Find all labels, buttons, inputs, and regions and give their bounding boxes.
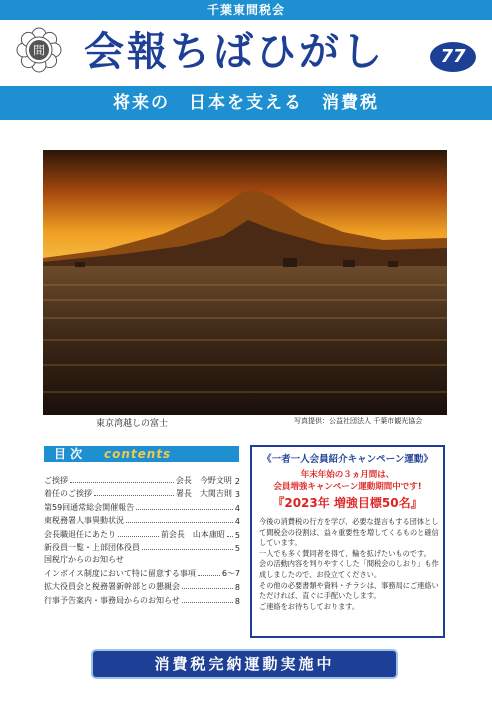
toc-heading-en: contents: [104, 447, 172, 461]
slogan: 将来の 日本を支える 消費税: [113, 93, 379, 113]
toc-row[interactable]: [44, 565, 240, 579]
org-name: 千葉東間税会: [206, 3, 285, 17]
campaign-paragraph: ご連絡をお待ちしております。: [259, 601, 360, 611]
campaign-subtitle: 年末年始の３ヵ月間は、: [300, 470, 395, 480]
toc-item-author: 会長 今野文明: [175, 475, 232, 485]
toc-item-author: 前会長 山本康昭: [160, 529, 225, 539]
toc-item-title: 国税庁からのお知らせ: [44, 555, 124, 564]
toc-heading-ja: 目 次: [54, 447, 83, 461]
toc-item-page: 8: [234, 583, 240, 592]
campaign-paragraph: その他の必要書類や資料・チラシは、事務局にご連絡いただければ、直ぐに手配いたします。: [259, 580, 439, 601]
toc-row[interactable]: [44, 499, 240, 513]
photo-caption: 東京湾越しの富士: [96, 419, 169, 429]
campaign-paragraph: 一人でも多く賛同者を得て、輪を拡げたいものです。: [259, 548, 431, 558]
toc-row[interactable]: [44, 472, 240, 486]
masthead-title: 会報ちばひがし: [84, 28, 385, 75]
toc-item-page: 4: [234, 503, 240, 513]
toc-row[interactable]: [44, 592, 240, 606]
cover-photo: [43, 150, 447, 415]
logo-icon: [16, 27, 62, 73]
logo-char: 間: [32, 43, 46, 58]
campaign-paragraph: 会の活動内容を判りやすくした「間税会のしおり」も作成しましたので、お役立てください。: [259, 559, 439, 579]
toc-item-page: 4: [234, 517, 240, 526]
toc-item-page: 2: [234, 476, 240, 486]
toc-item-title: 会長職退任にあたり: [44, 529, 116, 539]
toc-row[interactable]: [44, 526, 240, 540]
toc-item-title: ご挨拶: [44, 475, 68, 485]
toc-header: [44, 446, 239, 462]
campaign-box: [250, 445, 445, 638]
footer-banner: 消費税完納運動実施中: [93, 651, 396, 677]
toc-item-title: 東税務署人事異動状況: [44, 516, 124, 525]
campaign-title: 《一者一人会員紹介キャンペーン運動》: [262, 454, 433, 465]
toc-item-title: 着任のご挨拶: [44, 489, 92, 498]
toc-row[interactable]: [44, 486, 240, 500]
toc-item-title: 拡大役員会と税務署新幹部との懇親会: [44, 582, 180, 591]
toc-item-page: 5: [234, 544, 240, 553]
org-name-bar: [0, 0, 492, 20]
toc-item-title: 第59回通常総会開催報告: [44, 502, 135, 512]
campaign-body: [259, 517, 439, 612]
toc-row[interactable]: [44, 513, 240, 527]
toc-item-page: 3: [234, 490, 240, 499]
toc-item-title: 行事予告案内・事務局からのお知らせ: [44, 595, 180, 605]
toc-row[interactable]: [44, 540, 240, 554]
issue-number-badge: 77: [430, 42, 476, 72]
toc-item-page: 6～7: [221, 568, 240, 578]
table-of-contents: [44, 472, 240, 606]
toc-item-title: 新役員一覧・上部団体役員: [44, 543, 140, 552]
toc-row[interactable]: [44, 553, 240, 565]
photo-credit: 写真提供：公益社団法人 千葉市観光協会: [294, 417, 423, 425]
campaign-goal: 『2023年 増強目標50名』: [272, 496, 423, 510]
toc-item-page: 8: [234, 596, 240, 606]
slogan-bar: [0, 86, 492, 120]
campaign-subtitle-2: 会員増強キャンペーン運動期間中です!: [273, 482, 422, 492]
campaign-paragraph: 今後の消費税の行方を学び、必要な提言もする団体として間税会の役割は、益々重要性を増してくるものと確信しています。: [259, 517, 439, 548]
toc-item-page: 5: [234, 530, 240, 540]
toc-item-author: 署長 大関吉則: [175, 489, 232, 498]
toc-row[interactable]: [44, 579, 240, 593]
toc-item-title: インボイス制度において特に留意する事項: [44, 568, 196, 578]
